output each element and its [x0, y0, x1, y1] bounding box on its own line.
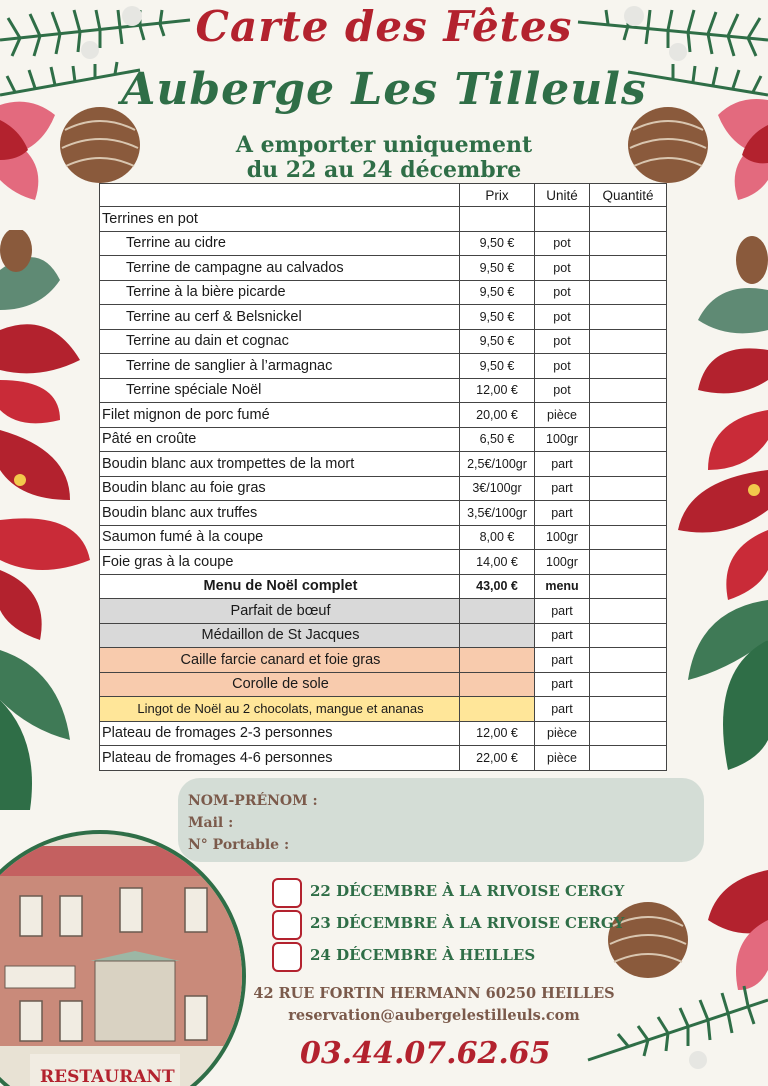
quantity-cell[interactable]	[590, 550, 667, 575]
table-row	[100, 476, 667, 501]
item-name: Terrines en pot	[100, 207, 460, 232]
item-unit: pot	[535, 256, 590, 281]
quantity-cell[interactable]	[590, 525, 667, 550]
table-row	[100, 746, 667, 771]
item-name: Terrine de campagne au calvados	[100, 256, 460, 281]
item-unit: pot	[535, 354, 590, 379]
quantity-cell[interactable]	[590, 574, 667, 599]
quantity-cell[interactable]	[590, 378, 667, 403]
item-name: Médaillon de St Jacques	[100, 623, 460, 648]
pickup-checkbox-2[interactable]	[272, 910, 302, 940]
item-unit: pot	[535, 329, 590, 354]
item-name: Plateau de fromages 2-3 personnes	[100, 721, 460, 746]
table-row	[100, 280, 667, 305]
item-price: 12,00 €	[460, 721, 535, 746]
item-name: Foie gras à la coupe	[100, 550, 460, 575]
item-unit: part	[535, 452, 590, 477]
item-name: Terrine de sanglier à l’armagnac	[100, 354, 460, 379]
item-unit: pot	[535, 231, 590, 256]
item-name: Plateau de fromages 4-6 personnes	[100, 746, 460, 771]
table-row	[100, 452, 667, 477]
table-row	[100, 403, 667, 428]
item-price: 12,00 €	[460, 378, 535, 403]
table-row	[100, 305, 667, 330]
quantity-cell[interactable]	[590, 623, 667, 648]
item-unit: pot	[535, 280, 590, 305]
table-row	[100, 599, 667, 624]
item-price: 43,00 €	[460, 574, 535, 599]
item-unit: pot	[535, 378, 590, 403]
item-name: Filet mignon de porc fumé	[100, 403, 460, 428]
item-price: 3€/100gr	[460, 476, 535, 501]
pickup-checkbox-1[interactable]	[272, 878, 302, 908]
quantity-cell[interactable]	[590, 256, 667, 281]
table-row	[100, 231, 667, 256]
item-price	[460, 207, 535, 232]
phone-number: 03.44.07.62.65	[300, 1036, 551, 1071]
item-name: Terrine au cidre	[100, 231, 460, 256]
item-price: 20,00 €	[460, 403, 535, 428]
item-price	[460, 599, 535, 624]
quantity-cell[interactable]	[590, 427, 667, 452]
quantity-cell[interactable]	[590, 672, 667, 697]
item-name: Menu de Noël complet	[100, 574, 460, 599]
quantity-cell[interactable]	[590, 746, 667, 771]
table-row	[100, 378, 667, 403]
item-price: 6,50 €	[460, 427, 535, 452]
quantity-cell[interactable]	[590, 207, 667, 232]
item-unit: part	[535, 599, 590, 624]
item-price	[460, 697, 535, 722]
item-price: 9,50 €	[460, 231, 535, 256]
item-name: Terrine spéciale Noël	[100, 378, 460, 403]
item-unit: 100gr	[535, 525, 590, 550]
item-price: 9,50 €	[460, 256, 535, 281]
item-name: Corolle de sole	[100, 672, 460, 697]
item-unit: menu	[535, 574, 590, 599]
quantity-cell[interactable]	[590, 452, 667, 477]
quantity-cell[interactable]	[590, 648, 667, 673]
item-unit: part	[535, 697, 590, 722]
header-quantity: Quantité	[590, 184, 667, 207]
item-name: Lingot de Noël au 2 chocolats, mangue et ananas	[100, 697, 460, 722]
email: reservation@aubergelestilleuls.com	[288, 1007, 580, 1024]
item-unit: pot	[535, 305, 590, 330]
item-price: 9,50 €	[460, 305, 535, 330]
name-field-label[interactable]: NOM-PRÉNOM :	[188, 793, 318, 809]
item-price	[460, 648, 535, 673]
pickup-checkbox-3[interactable]	[272, 942, 302, 972]
item-unit: 100gr	[535, 550, 590, 575]
item-unit: part	[535, 672, 590, 697]
order-table	[99, 183, 667, 771]
table-header-row	[100, 184, 667, 207]
quantity-cell[interactable]	[590, 697, 667, 722]
item-name: Terrine à la bière picarde	[100, 280, 460, 305]
address: 42 RUE FORTIN HERMANN 60250 HEILLES	[253, 985, 615, 1002]
item-price: 9,50 €	[460, 329, 535, 354]
restaurant-sign: RESTAURANT	[40, 1067, 175, 1086]
table-row	[100, 256, 667, 281]
item-name: Boudin blanc au foie gras	[100, 476, 460, 501]
item-price: 8,00 €	[460, 525, 535, 550]
item-price: 22,00 €	[460, 746, 535, 771]
poinsettia-right-icon	[668, 230, 768, 810]
quantity-cell[interactable]	[590, 305, 667, 330]
quantity-cell[interactable]	[590, 501, 667, 526]
menu-title: Carte des Fêtes	[195, 2, 573, 51]
poinsettia-left-icon	[0, 230, 100, 810]
item-price: 14,00 €	[460, 550, 535, 575]
table-row	[100, 329, 667, 354]
item-unit: 100gr	[535, 427, 590, 452]
date-range: du 22 au 24 décembre	[246, 157, 522, 183]
table-row	[100, 427, 667, 452]
contact-form	[178, 778, 704, 862]
item-price	[460, 623, 535, 648]
item-name: Parfait de bœuf	[100, 599, 460, 624]
item-name: Boudin blanc aux truffes	[100, 501, 460, 526]
table-row	[100, 207, 667, 232]
quantity-cell[interactable]	[590, 354, 667, 379]
item-name: Pâté en croûte	[100, 427, 460, 452]
restaurant-name: Auberge Les Tilleuls	[121, 64, 647, 115]
quantity-cell[interactable]	[590, 280, 667, 305]
item-unit: pièce	[535, 721, 590, 746]
item-price: 9,50 €	[460, 280, 535, 305]
header-price: Prix	[460, 184, 535, 207]
pickup-option-1-label: 22 DÉCEMBRE À LA RIVOISE CERGY	[310, 882, 625, 900]
quantity-cell[interactable]	[590, 403, 667, 428]
table-row	[100, 354, 667, 379]
table-row	[100, 574, 667, 599]
table-row	[100, 623, 667, 648]
pickup-option-3-label: 24 DÉCEMBRE À HEILLES	[310, 946, 536, 964]
item-unit: pièce	[535, 746, 590, 771]
table-row	[100, 501, 667, 526]
table-row	[100, 525, 667, 550]
header-unit: Unité	[535, 184, 590, 207]
item-unit: part	[535, 476, 590, 501]
quantity-cell[interactable]	[590, 476, 667, 501]
item-name: Terrine au cerf & Belsnickel	[100, 305, 460, 330]
item-price: 2,5€/100gr	[460, 452, 535, 477]
pickup-option-2-label: 23 DÉCEMBRE À LA RIVOISE CERGY	[310, 914, 625, 932]
takeaway-notice: A emporter uniquement	[235, 132, 533, 158]
item-price: 9,50 €	[460, 354, 535, 379]
item-name: Terrine au dain et cognac	[100, 329, 460, 354]
phone-field-label[interactable]: N° Portable :	[188, 837, 290, 853]
table-row	[100, 672, 667, 697]
table-row	[100, 648, 667, 673]
item-name: Saumon fumé à la coupe	[100, 525, 460, 550]
quantity-cell[interactable]	[590, 599, 667, 624]
item-name: Caille farcie canard et foie gras	[100, 648, 460, 673]
item-unit: pièce	[535, 403, 590, 428]
table-row	[100, 697, 667, 722]
item-unit	[535, 207, 590, 232]
quantity-cell[interactable]	[590, 329, 667, 354]
item-unit: part	[535, 501, 590, 526]
item-price: 3,5€/100gr	[460, 501, 535, 526]
quantity-cell[interactable]	[590, 721, 667, 746]
restaurant-painting	[0, 826, 250, 1086]
item-unit: part	[535, 623, 590, 648]
quantity-cell[interactable]	[590, 231, 667, 256]
header-blank	[100, 184, 460, 207]
mail-field-label[interactable]: Mail :	[188, 815, 234, 831]
item-name: Boudin blanc aux trompettes de la mort	[100, 452, 460, 477]
table-row	[100, 550, 667, 575]
table-row	[100, 721, 667, 746]
item-price	[460, 672, 535, 697]
item-unit: part	[535, 648, 590, 673]
